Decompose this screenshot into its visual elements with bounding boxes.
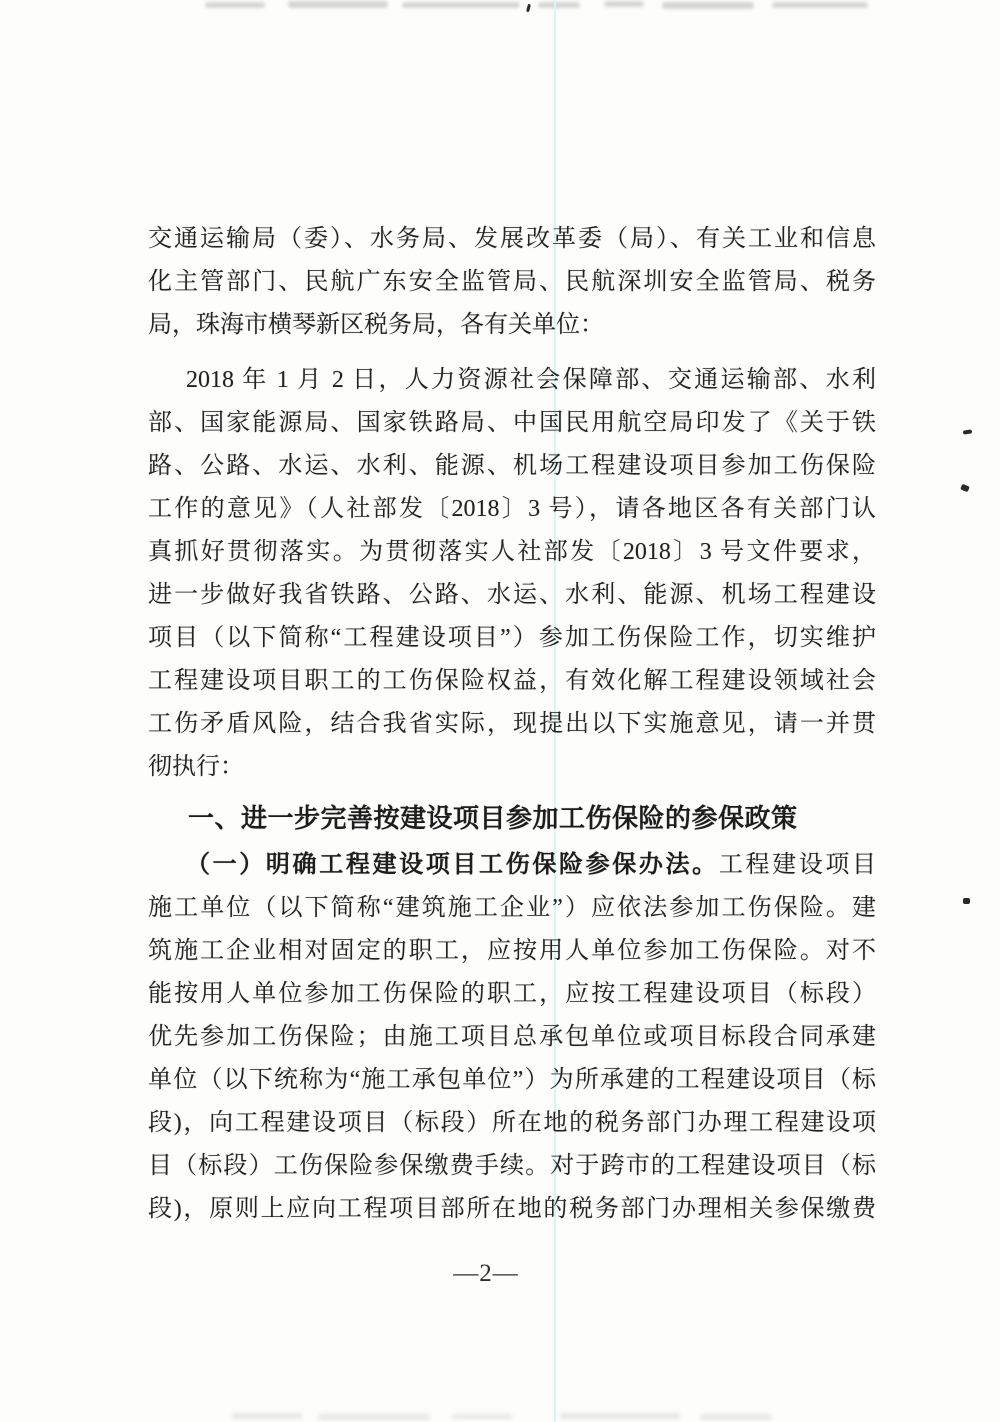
text-line: 进一步做好我省铁路、公路、水运、水利、能源、机场工程建设 [148, 582, 876, 608]
scan-smudge [772, 2, 868, 8]
text-run: 工程建设项目 [718, 852, 876, 878]
text-line: 施工单位（以下简称“建筑施工企业”）应依法参加工伤保险。建 [148, 895, 876, 921]
intro-paragraph [148, 359, 876, 789]
ink-speck [963, 898, 970, 904]
text-line: 部、国家能源局、国家铁路局、中国民用航空局印发了《关于铁 [148, 410, 876, 436]
text-line: 工程建设项目职工的工伤保险权益，有效化解工程建设领域社会 [148, 668, 876, 694]
text-line: 目（标段）工伤保险参保缴费手续。对于跨市的工程建设项目（标 [148, 1153, 876, 1179]
scan-smudge [700, 1414, 772, 1420]
text-line: 彻执行： [148, 754, 244, 780]
document-body [148, 218, 876, 1231]
text-line: 局，珠海市横琴新区税务局，各有关单位： [148, 312, 604, 338]
scan-smudge [288, 1, 388, 8]
text-line: 工作的意见》（人社部发〔2018〕3 号），请各地区各有关部门认 [148, 496, 876, 522]
text-line [148, 844, 876, 887]
ink-speck [963, 429, 972, 434]
text-line: 能按用人单位参加工伤保险的职工，应按工程建设项目（标段） [148, 981, 876, 1007]
scan-smudge [318, 1414, 430, 1420]
scan-smudge [402, 2, 520, 8]
text-line: 真抓好贯彻落实。为贯彻落实人社部发〔2018〕3 号文件要求， [148, 539, 876, 565]
text-line: 筑施工企业相对固定的职工，应按用人单位参加工伤保险。对不 [148, 938, 876, 964]
section-heading: 一、进一步完善按建设项目参加工伤保险的参保政策 [188, 804, 798, 833]
text-line: 化主管部门、民航广东安全监管局、民航深圳安全监管局、税务 [148, 269, 876, 295]
scan-smudge [452, 1414, 512, 1419]
item-1-paragraph [148, 844, 876, 1231]
text-line: 段)，向工程建设项目（标段）所在地的税务部门办理工程建设项 [148, 1110, 876, 1136]
text-line: 段)，原则上应向工程项目部所在地的税务部门办理相关参保缴费 [148, 1196, 876, 1222]
scan-smudge [560, 1413, 680, 1419]
text-line: 工伤矛盾风险，结合我省实际，现提出以下实施意见，请一并贯 [148, 711, 876, 737]
scan-smudge [232, 1413, 302, 1419]
text-line: 单位（以下统称为“施工承包单位”）为所承建的工程建设项目（标 [148, 1067, 876, 1093]
item-1-lead-bold: （一）明确工程建设项目工伤保险参保办法。 [186, 852, 719, 878]
text-line: 优先参加工伤保险；由施工项目总承包单位或项目标段合同承建 [148, 1024, 876, 1050]
text-line: 交通运输局（委）、水务局、发展改革委（局）、有关工业和信息 [148, 226, 876, 252]
scan-smudge [205, 2, 265, 8]
ink-speck [960, 484, 970, 493]
text-line: 路、公路、水运、水利、能源、机场工程建设项目参加工伤保险 [148, 453, 876, 479]
text-line: 2018 年 1 月 2 日，人力资源社会保障部、交通运输部、水利 [186, 367, 876, 393]
scan-smudge [662, 2, 754, 9]
scan-smudge [538, 2, 580, 8]
ink-speck [526, 4, 531, 12]
text-line: 项目（以下简称“工程建设项目”）参加工伤保险工作，切实维护 [148, 625, 876, 651]
salutation-paragraph [148, 218, 876, 347]
scan-smudge [604, 1, 644, 7]
page-number: —2— [453, 1260, 519, 1287]
